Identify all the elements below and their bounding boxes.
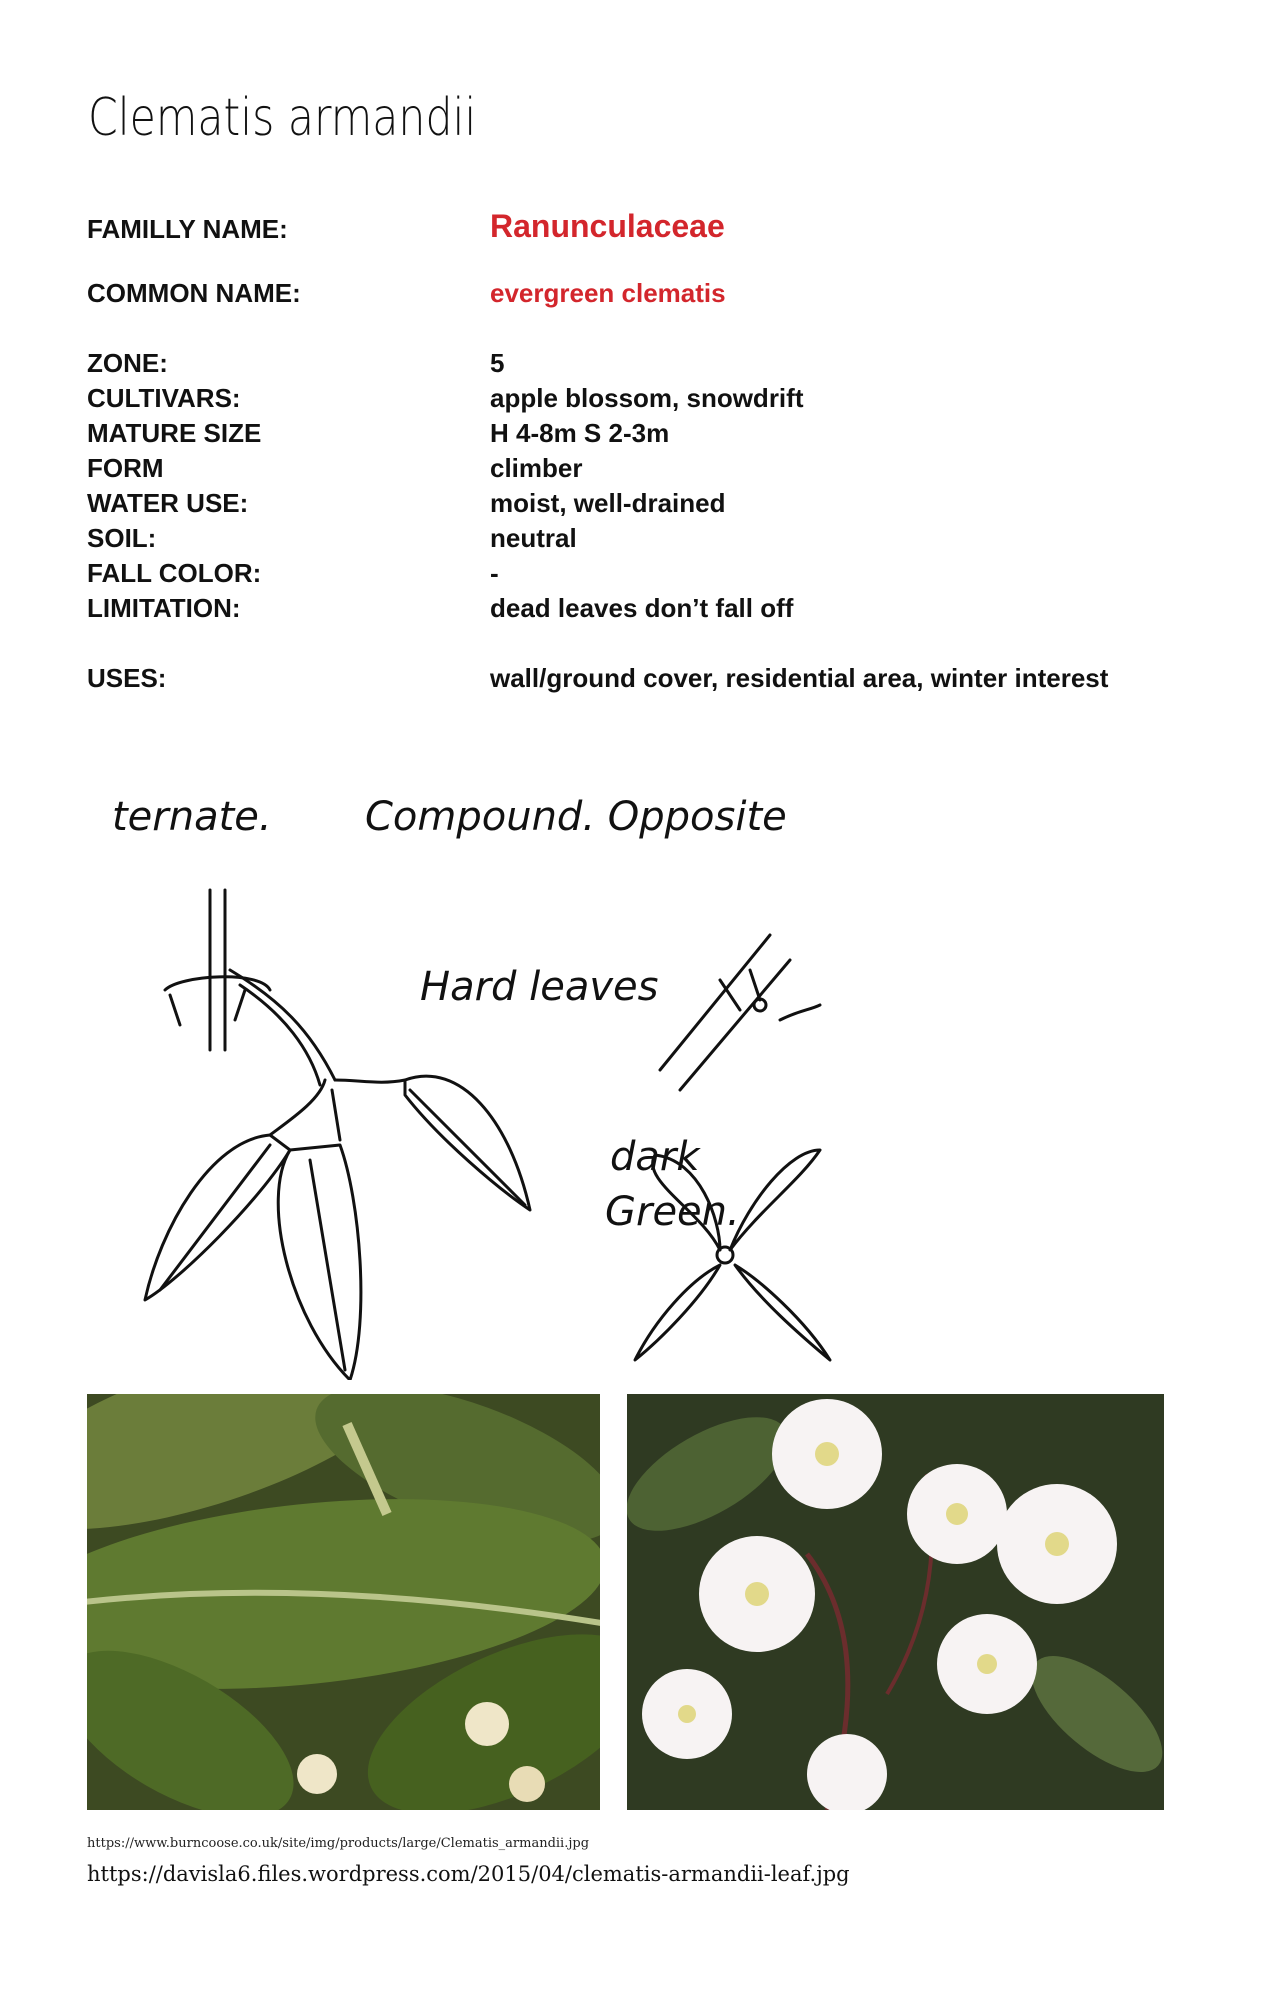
field-row-soil: [0, 523, 1265, 557]
field-label: ZONE:: [87, 348, 168, 378]
sketch-note: dark: [610, 1134, 700, 1180]
sketch-note: Hard leaves: [420, 964, 659, 1010]
sketch-note: Compound. Opposite: [365, 794, 787, 840]
field-value: H 4-8m S 2-3m: [490, 418, 670, 448]
field-label: USES:: [87, 663, 167, 693]
common-name-value: evergreen clematis: [490, 278, 726, 308]
field-label: FORM: [87, 453, 164, 483]
field-label: FALL COLOR:: [87, 558, 262, 588]
field-label: WATER USE:: [87, 488, 249, 518]
flower-photo: [627, 1394, 1164, 1810]
field-label: CULTIVARS:: [87, 383, 241, 413]
field-label: COMMON NAME:: [87, 278, 301, 308]
field-row-family: [0, 208, 1265, 242]
field-value: neutral: [490, 523, 577, 553]
field-value: wall/ground cover, residential area, winter interest: [490, 663, 1109, 693]
image-source-url: https://www.burncoose.co.uk/site/img/products/large/Clematis_armandii.jpg: [87, 1836, 590, 1851]
family-name-value: Ranunculaceae: [490, 208, 725, 244]
sketch-note: Green.: [605, 1189, 740, 1235]
field-label: FAMILLY NAME:: [87, 214, 288, 244]
field-value: 5: [490, 348, 505, 378]
field-value: climber: [490, 453, 583, 483]
page-title: Clematis armandii: [88, 88, 477, 148]
field-value: dead leaves don’t fall off: [490, 593, 794, 623]
field-row-uses: [0, 663, 1265, 697]
field-label: LIMITATION:: [87, 593, 241, 623]
leaf-photo: [87, 1394, 600, 1810]
field-value: moist, well-drained: [490, 488, 726, 518]
field-row-cultivars: [0, 383, 1265, 417]
field-label: SOIL:: [87, 523, 157, 553]
field-value: -: [490, 558, 499, 588]
botanical-sketch: [60, 760, 1140, 1380]
image-source-url: https://davisla6.files.wordpress.com/2015/04/clematis-armandii-leaf.jpg: [87, 1862, 850, 1886]
sketch-note: ternate.: [112, 794, 272, 840]
field-row-common-name: [0, 278, 1265, 312]
field-row-limitation: [0, 593, 1265, 627]
field-row-form: [0, 453, 1265, 487]
field-value: apple blossom, snowdrift: [490, 383, 804, 413]
field-row-mature-size: [0, 418, 1265, 452]
field-row-zone: [0, 348, 1265, 382]
field-row-water-use: [0, 488, 1265, 522]
field-label: MATURE SIZE: [87, 418, 262, 448]
field-row-fall-color: [0, 558, 1265, 592]
